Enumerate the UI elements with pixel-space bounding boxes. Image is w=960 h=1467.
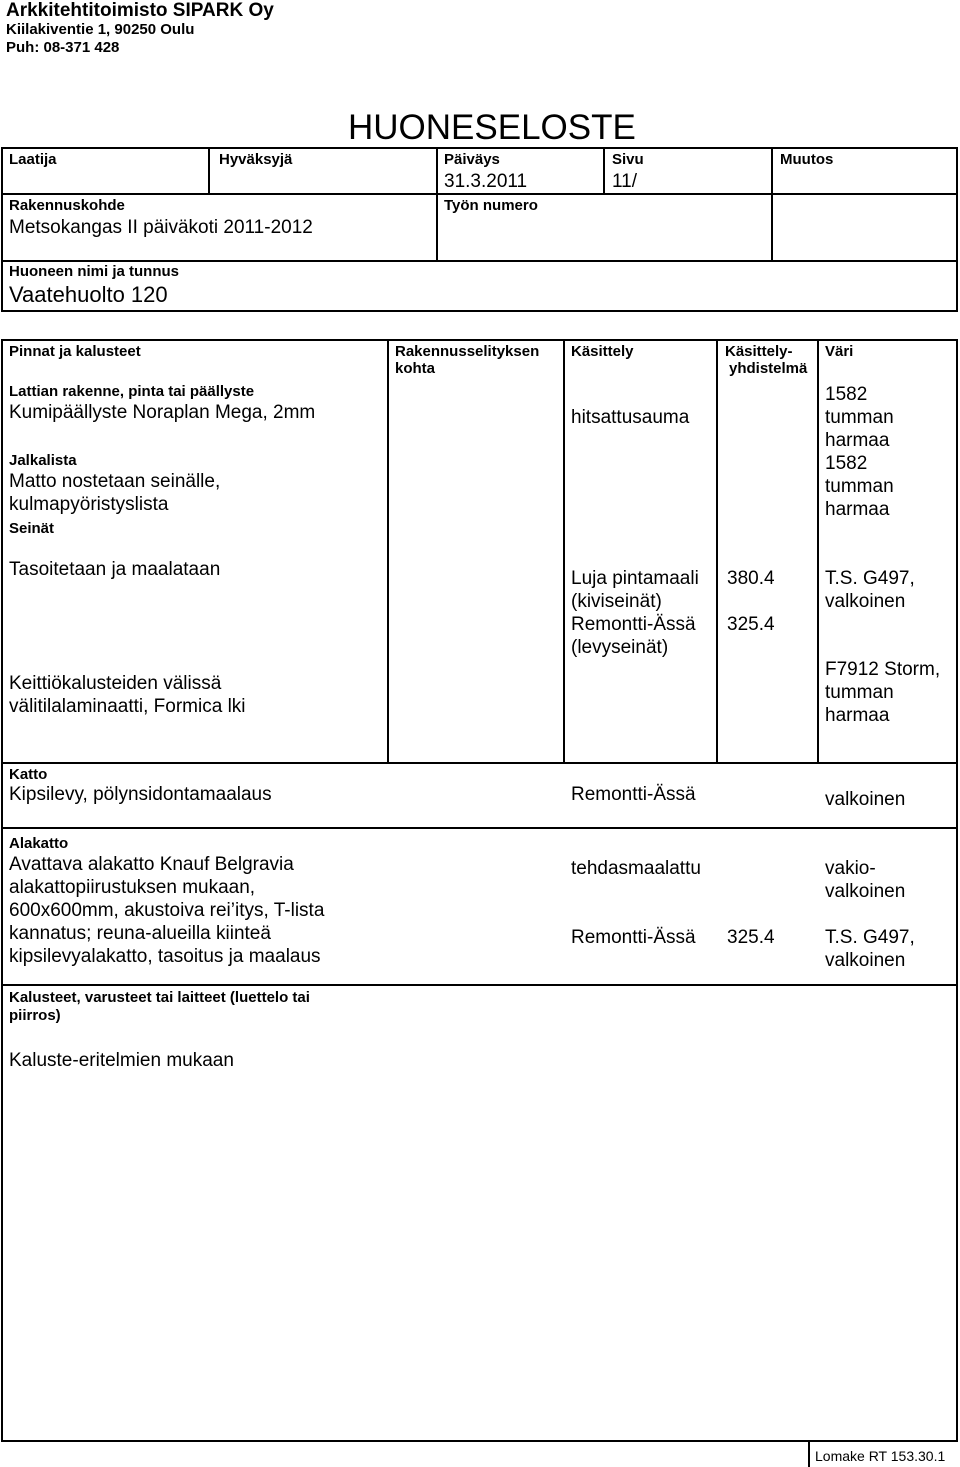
huone-label: Huoneen nimi ja tunnus (9, 263, 180, 280)
lattia-vari: 1582 tumman harmaa (825, 384, 894, 451)
form-number: Lomake RT 153.30.1 (815, 1448, 946, 1464)
seinat-label: Seinät (9, 520, 55, 537)
company-phone: Puh: 08-371 428 (6, 39, 120, 56)
seinat-value-2: Keittiökalusteiden välissä välitilalaminaatti, Formica lki (9, 673, 246, 717)
col-pinnat: Pinnat ja kalusteet (9, 343, 141, 360)
col-vari: Väri (825, 343, 854, 360)
lattia-label: Lattian rakenne, pinta tai päällyste (9, 383, 255, 400)
jalkalista-value: Matto nostetaan seinälle, kulmapyöristyslista (9, 471, 221, 515)
paivays-label: Päiväys (444, 151, 500, 168)
tyon-numero-label: Työn numero (444, 197, 538, 214)
col-rakennusselitys-2: kohta (395, 360, 436, 377)
seinat-vari-2: F7912 Storm, tumman harmaa (825, 659, 941, 726)
kalusteet-value: Kaluste-eritelmien mukaan (9, 1050, 234, 1071)
seinat-vari-1: T.S. G497, valkoinen (825, 568, 915, 612)
col-kasittelyyhd-1: Käsittely- (725, 343, 793, 360)
company-name: Arkkitehtitoimisto SIPARK Oy (6, 0, 274, 21)
katto-value: Kipsilevy, pölynsidontamaalaus (9, 784, 272, 805)
alakatto-yhd: 325.4 (727, 927, 775, 948)
seinat-kasittely: Luja pintamaali (kiviseinät) Remontti-Ässä (levyseinät) (571, 568, 699, 658)
rakennuskohde-label: Rakennuskohde (9, 197, 125, 214)
jalkalista-vari: 1582 tumman harmaa (825, 453, 894, 520)
lattia-kasittely: hitsattusauma (571, 407, 690, 428)
rakennuskohde-value: Metsokangas II päiväkoti 2011-2012 (9, 217, 313, 238)
document-title: HUONESELOSTE (348, 108, 636, 147)
muutos-label: Muutos (780, 151, 834, 168)
laatija-label: Laatija (9, 151, 57, 168)
sivu-value: 11/ (612, 171, 638, 192)
col-kasittely: Käsittely (571, 343, 634, 360)
katto-label: Katto (9, 766, 48, 783)
katto-kasittely: Remontti-Ässä (571, 784, 696, 805)
col-kasittelyyhd-2: yhdistelmä (729, 360, 808, 377)
alakatto-vari-1: vakio- valkoinen (825, 858, 906, 902)
jalkalista-label: Jalkalista (9, 452, 77, 469)
seinat-yhd-2: 325.4 (727, 614, 775, 635)
hyvaksyja-label: Hyväksyjä (219, 151, 293, 168)
seinat-yhd-1: 380.4 (727, 568, 775, 589)
company-address: Kiilakiventie 1, 90250 Oulu (6, 21, 195, 38)
huone-value: Vaatehuolto 120 (9, 282, 168, 307)
alakatto-kasittely-2: Remontti-Ässä (571, 927, 696, 948)
lattia-value: Kumipäällyste Noraplan Mega, 2mm (9, 402, 316, 423)
alakatto-label: Alakatto (9, 835, 69, 852)
alakatto-kasittely-1: tehdasmaalattu (571, 858, 701, 879)
col-rakennusselitys-1: Rakennusselityksen (395, 343, 540, 360)
katto-vari: valkoinen (825, 789, 906, 810)
alakatto-vari-2: T.S. G497, valkoinen (825, 927, 915, 971)
alakatto-value: Avattava alakatto Knauf Belgravia alakattopiirustuksen mukaan, 600x600mm, akustoiva rei’itys, T-lista kannatus; reuna-alueilla kiinteä kipsilevyalakatto, tasoitus ja maalaus (9, 854, 325, 967)
kalusteet-label: Kalusteet, varusteet tai laitteet (luettelo tai piirros) (9, 989, 310, 1024)
seinat-value-1: Tasoitetaan ja maalataan (9, 559, 221, 580)
sivu-label: Sivu (612, 151, 644, 168)
paivays-value: 31.3.2011 (444, 171, 528, 192)
